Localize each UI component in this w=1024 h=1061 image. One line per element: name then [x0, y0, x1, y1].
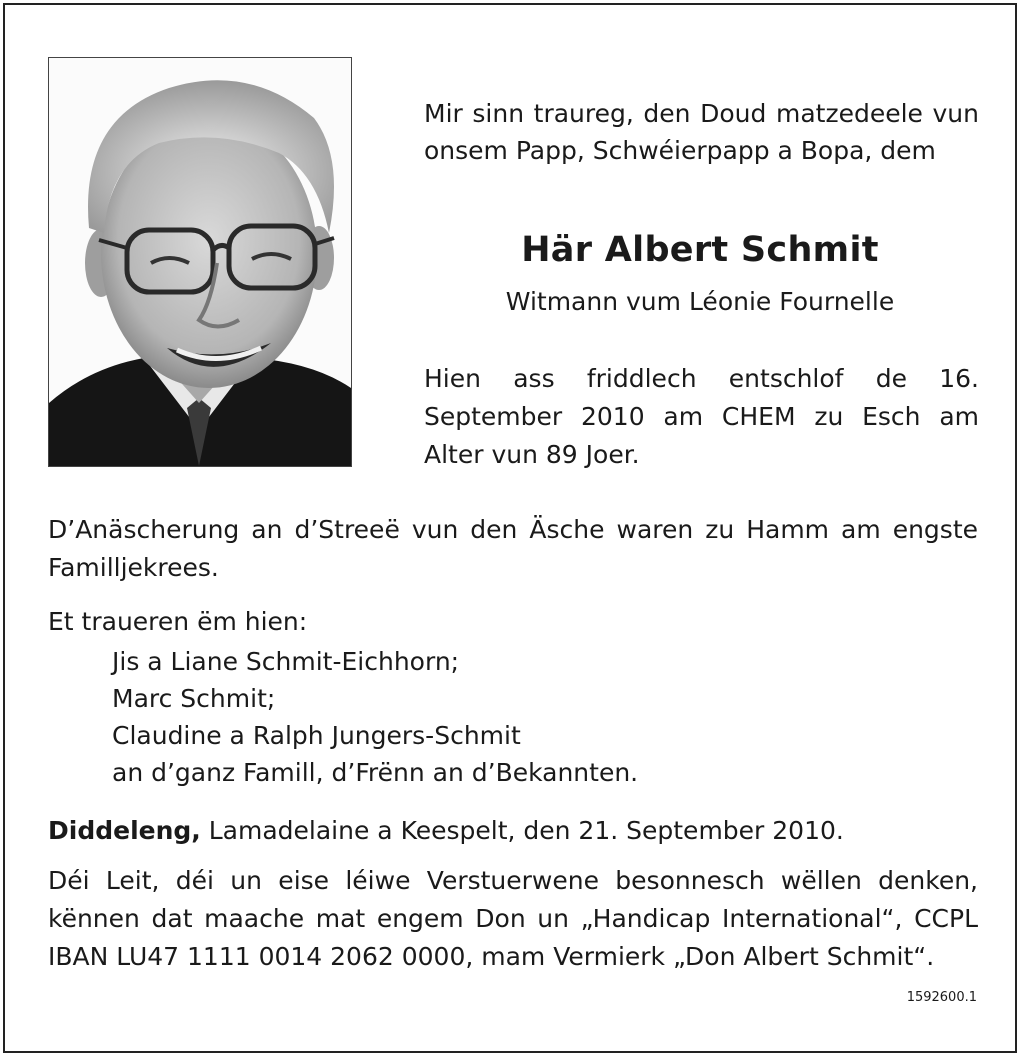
deceased-name: Här Albert Schmit — [521, 230, 879, 270]
intro-text: Mir sinn traureg, den Doud matzedeele vun onsem Papp, Schwéierpapp a Bopa, dem — [424, 99, 979, 165]
portrait-photo — [48, 57, 352, 467]
dateline-place: Diddeleng, — [48, 816, 201, 845]
reference-number: 1592600.1 — [906, 990, 977, 1005]
dateline-rest: Lamadelaine a Keespelt, den 21. September 2010. — [200, 816, 844, 845]
passing-text: Hien ass friddlech entschlof de 16. September 2010 am CHEM zu Esch am Alter vun 89 Joer. — [424, 364, 979, 469]
mourner-item: Marc Schmit; — [112, 684, 276, 713]
mourner-item: Jis a Liane Schmit-Eichhorn; — [112, 647, 460, 676]
cremation-text: D’Anäscherung an d’Streeë vun den Äsche waren zu Hamm am engste Familljekrees. — [48, 515, 978, 582]
dateline — [48, 812, 978, 850]
mourners-list — [112, 643, 982, 791]
mourner-item: Claudine a Ralph Jungers-Schmit — [112, 721, 521, 750]
mourner-item: an d’ganz Famill, d’Frënn an d’Bekannten. — [112, 758, 639, 787]
widow-of-text: Witmann vum Léonie Fournelle — [505, 287, 895, 316]
donation-text: Déi Leit, déi un eise léiwe Verstuerwene besonnesch wëllen denken, kënnen dat maache mat engem Don un „Handicap International“, CCPL IBAN LU47 1111 0014 2062 0000, mam Vermierk „Don Albert Schmit“. — [48, 866, 978, 971]
mourners-heading: Et traueren ëm hien: — [48, 607, 308, 636]
